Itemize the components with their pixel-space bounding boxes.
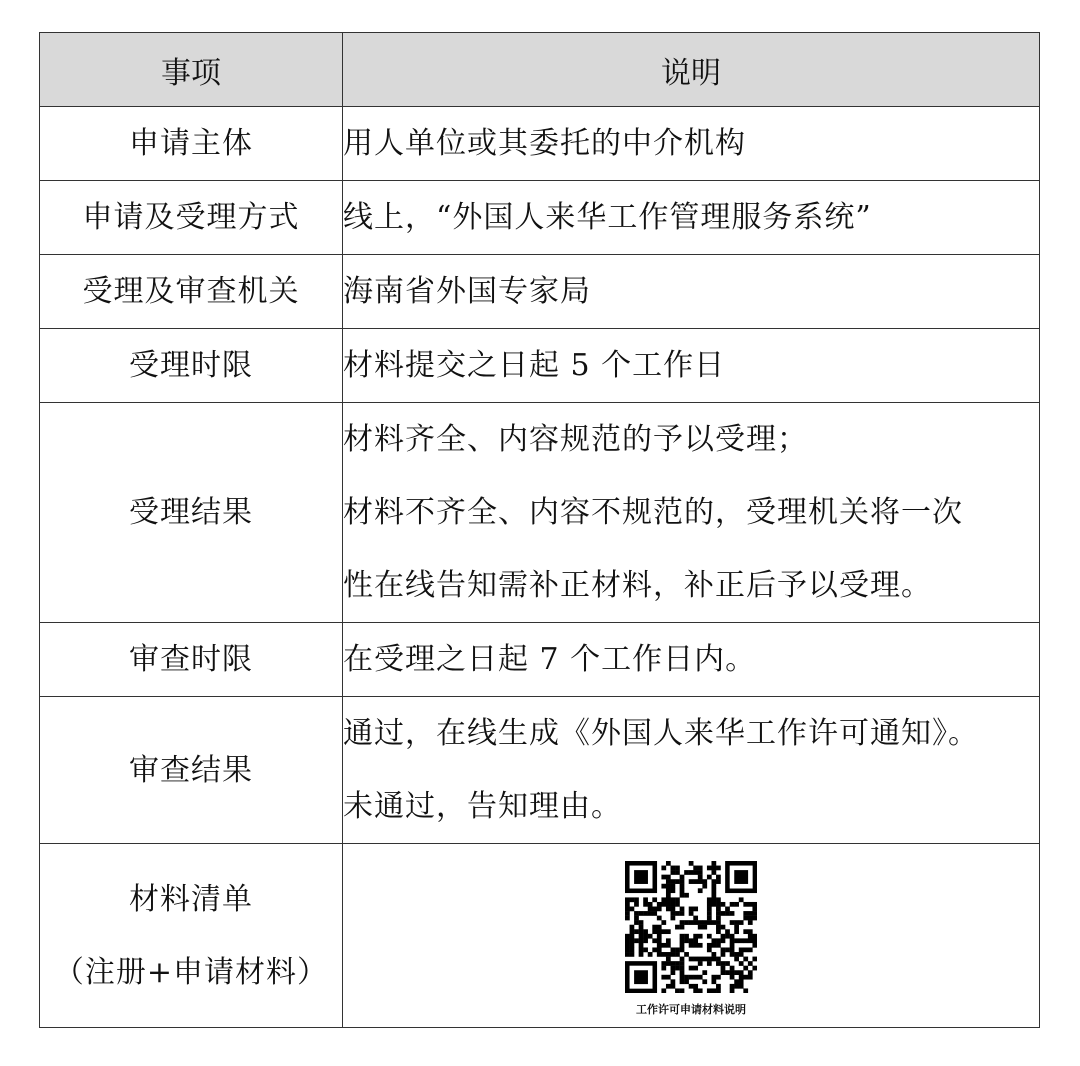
row-desc <box>343 329 1040 403</box>
row-desc <box>343 403 1040 623</box>
row-item-text: 申请及受理方式 <box>82 200 300 235</box>
row-desc <box>343 107 1040 181</box>
row-desc-text: 在受理之日起 7 个工作日内。 <box>343 642 757 677</box>
row-desc-line: 材料不齐全、内容不规范的，受理机关将一次 <box>343 495 963 530</box>
row-desc-line: 通过，在线生成《外国人来华工作许可通知》。 <box>343 716 979 751</box>
row-item <box>40 403 343 623</box>
table-row <box>40 107 1040 181</box>
qr-code-icon <box>625 861 757 993</box>
row-item <box>40 623 343 697</box>
qr-cell <box>343 844 1040 1028</box>
row-desc <box>343 181 1040 255</box>
header-item: 事项 <box>40 33 343 107</box>
row-item <box>40 181 343 255</box>
table-row <box>40 403 1040 623</box>
row-item-text: （注册+申请材料） <box>53 954 329 990</box>
qr-block <box>625 861 757 1017</box>
table-header-row <box>40 33 1040 107</box>
row-desc-text: 材料提交之日起 5 个工作日 <box>343 348 726 383</box>
info-table <box>39 32 1040 1028</box>
row-item-text: 受理及审查机关 <box>82 274 300 309</box>
row-item-text: 受理时限 <box>129 348 253 383</box>
row-desc <box>343 623 1040 697</box>
row-desc-line: 性在线告知需补正材料，补正后予以受理。 <box>343 568 932 603</box>
row-desc-text: 线上，“外国人来华工作管理服务系统” <box>343 200 872 235</box>
header-desc: 说明 <box>343 33 1040 107</box>
row-item-text: 审查结果 <box>129 752 253 788</box>
row-desc-line: 未通过，告知理由。 <box>343 789 622 824</box>
qr-caption: 工作许可申请材料说明 <box>636 1002 746 1016</box>
row-item-text: 审查时限 <box>129 642 253 677</box>
table-row <box>40 181 1040 255</box>
table-row <box>40 329 1040 403</box>
row-item <box>40 697 343 844</box>
table-row <box>40 697 1040 844</box>
row-item-text: 受理结果 <box>129 495 253 530</box>
row-item-text: 材料清单 <box>129 881 253 917</box>
row-item <box>40 255 343 329</box>
row-item <box>40 844 343 1028</box>
table-row <box>40 255 1040 329</box>
row-item-text: 申请主体 <box>129 126 253 161</box>
row-item <box>40 107 343 181</box>
row-desc <box>343 697 1040 844</box>
row-desc <box>343 255 1040 329</box>
row-desc-text: 海南省外国专家局 <box>343 274 591 309</box>
row-desc-text: 用人单位或其委托的中介机构 <box>343 126 746 161</box>
table-row <box>40 844 1040 1028</box>
row-item <box>40 329 343 403</box>
table-row <box>40 623 1040 697</box>
row-desc-line: 材料齐全、内容规范的予以受理； <box>343 422 808 457</box>
